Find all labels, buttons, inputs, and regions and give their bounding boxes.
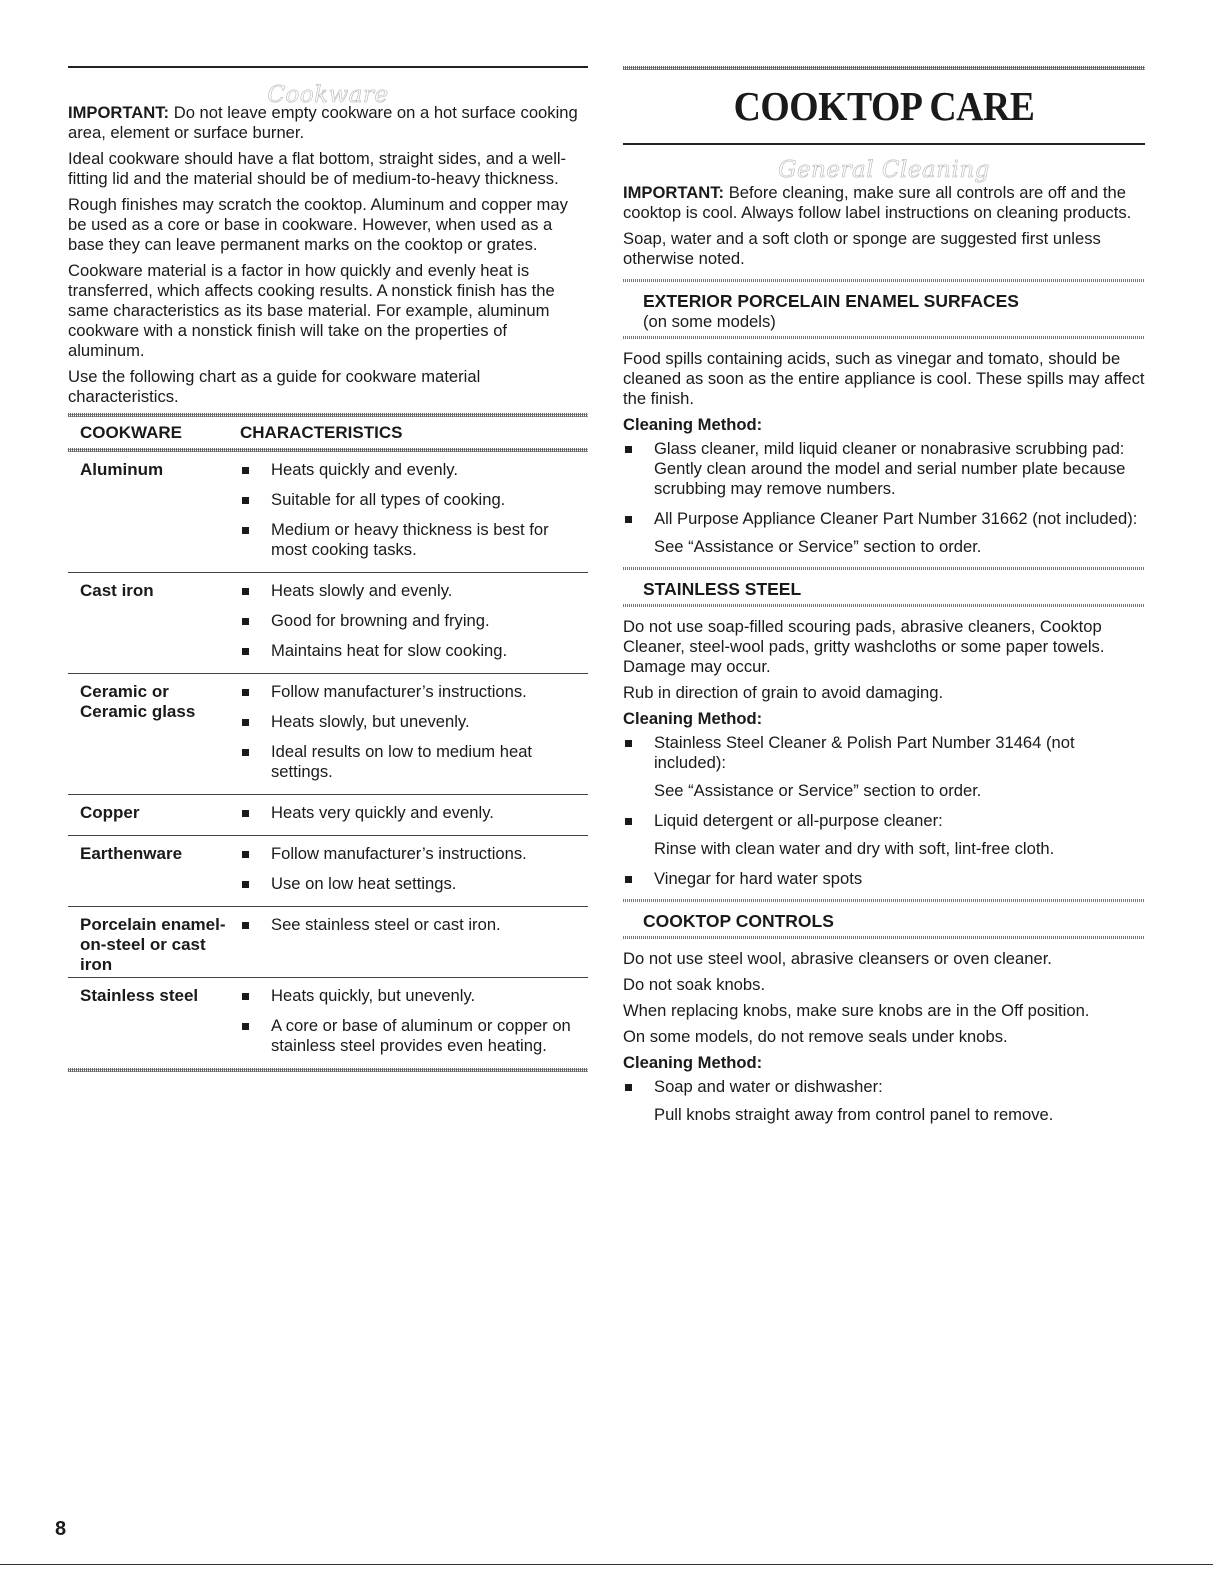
porcelain-section-header	[623, 282, 1145, 336]
list-item: Good for browning and frying.	[240, 611, 588, 631]
section-heading: STAINLESS STEEL	[643, 579, 802, 599]
list-item: Heats very quickly and evenly.	[240, 803, 588, 823]
cookware-title: Cookware	[267, 82, 389, 108]
important-paragraph: IMPORTANT: Do not leave empty cookware on a hot surface cooking area, element or surface burner.	[68, 103, 578, 142]
paragraph: Cookware material is a factor in how quickly and evenly heat is transferred, which affects cooking results. A nonstick finish has the same characteristics as its base material. For example, aluminum cookware with a nonstick finish will take on the properties of aluminum.	[68, 261, 555, 360]
table-row	[68, 907, 588, 978]
paragraph: Use the following chart as a guide for cookware material characteristics.	[68, 367, 481, 406]
list-note: See “Assistance or Service” section to order.	[654, 781, 982, 800]
paragraph: Ideal cookware should have a flat bottom, straight sides, and a well-fitting lid and the material should be of medium-to-heavy thickness.	[68, 149, 567, 188]
row-name: Stainless steel	[80, 986, 199, 1005]
paragraph: Do not use soap-filled scouring pads, abrasive cleaners, Cooktop Cleaner, steel-wool pads, gritty washcloths or some paper towels. Damage may occur.	[623, 617, 1105, 676]
controls-section-header	[623, 902, 1145, 936]
controls-section-body	[623, 949, 1145, 1125]
section-divider	[623, 604, 1145, 607]
row-name: Earthenware	[80, 844, 183, 863]
section-divider	[623, 936, 1145, 939]
paragraph: On some models, do not remove seals under knobs.	[623, 1027, 1008, 1046]
table-row	[68, 795, 588, 836]
list-item: Heats slowly and evenly.	[240, 581, 588, 601]
title-rule	[623, 143, 1145, 145]
paragraph: Soap, water and a soft cloth or sponge are suggested first unless otherwise noted.	[623, 229, 1101, 268]
row-name: Porcelain enamel-on-steel or cast iron	[80, 915, 226, 974]
page-number: 8	[55, 1518, 67, 1540]
list-item: Suitable for all types of cooking.	[240, 490, 588, 510]
important-paragraph: IMPORTANT: Before cleaning, make sure all controls are off and the cooktop is cool. Always follow label instructions on cleaning products.	[623, 183, 1132, 222]
table-row	[68, 978, 588, 1068]
porcelain-section-body	[623, 349, 1145, 557]
table-header	[68, 417, 588, 448]
paragraph: Do not soak knobs.	[623, 975, 766, 994]
section-subheading: (on some models)	[643, 312, 776, 331]
row-name: Aluminum	[80, 460, 164, 479]
list-item: Heats quickly, but unevenly.	[240, 986, 588, 1006]
row-name: Copper	[80, 803, 140, 822]
table-row	[68, 836, 588, 907]
list-item: See stainless steel or cast iron.	[240, 915, 588, 935]
stainless-section-header	[623, 570, 1145, 604]
header-characteristics: CHARACTERISTICS	[240, 423, 403, 442]
top-rule	[68, 66, 588, 68]
list-item: Heats slowly, but unevenly.	[240, 712, 588, 732]
cookware-table	[68, 413, 588, 1072]
list-item: Follow manufacturer’s instructions.	[240, 844, 588, 864]
table-row	[68, 573, 588, 674]
table-bottom-border	[68, 1068, 588, 1072]
cookware-intro	[68, 103, 588, 407]
paragraph: Do not use steel wool, abrasive cleansers or oven cleaner.	[623, 949, 1052, 968]
cookware-column	[68, 0, 588, 1072]
row-name: Cast iron	[80, 581, 154, 600]
list-item: Heats quickly and evenly.	[240, 460, 588, 480]
section-divider	[623, 336, 1145, 339]
table-row	[68, 674, 588, 795]
cleaning-method-label: Cleaning Method:	[623, 415, 763, 434]
list-item: Glass cleaner, mild liquid cleaner or nonabrasive scrubbing pad: Gently clean around the model and serial number plate because scrubbing may remove numbers.	[623, 439, 1145, 499]
list-item: All Purpose Appliance Cleaner Part Number 31662 (not included):	[623, 509, 1145, 529]
bottom-rule	[0, 1564, 1213, 1565]
list-item: Medium or heavy thickness is best for most cooking tasks.	[240, 520, 588, 560]
row-name: Ceramic or Ceramic glass	[80, 682, 196, 721]
paragraph: Food spills containing acids, such as vinegar and tomato, should be cleaned as soon as the entire appliance is cool. These spills may affect the finish.	[623, 349, 1145, 408]
general-cleaning-title: General Cleaning	[778, 157, 990, 183]
list-item: Stainless Steel Cleaner & Polish Part Number 31464 (not included):	[623, 733, 1145, 773]
header-cookware: COOKWARE	[80, 423, 182, 442]
cooktop-care-column	[623, 0, 1145, 1135]
list-item: A core or base of aluminum or copper on stainless steel provides even heating.	[240, 1016, 588, 1056]
paragraph: Rough finishes may scratch the cooktop. Aluminum and copper may be used as a core or base in cookware. However, when used as a base they can leave permanent marks on the cooktop or grates.	[68, 195, 568, 254]
table-row	[68, 452, 588, 573]
list-item: Follow manufacturer’s instructions.	[240, 682, 588, 702]
page-title: COOKTOP CARE	[733, 83, 1035, 129]
list-note: Pull knobs straight away from control panel to remove.	[654, 1105, 1054, 1124]
cleaning-method-label: Cleaning Method:	[623, 709, 763, 728]
section-heading: COOKTOP CONTROLS	[643, 911, 834, 931]
list-item: Liquid detergent or all-purpose cleaner:	[623, 811, 1145, 831]
paragraph: Rub in direction of grain to avoid damaging.	[623, 683, 944, 702]
paragraph: When replacing knobs, make sure knobs are in the Off position.	[623, 1001, 1090, 1020]
section-heading: EXTERIOR PORCELAIN ENAMEL SURFACES	[643, 291, 1019, 311]
list-note: See “Assistance or Service” section to order.	[654, 537, 982, 556]
list-item: Use on low heat settings.	[240, 874, 588, 894]
general-intro	[623, 183, 1145, 269]
list-item: Ideal results on low to medium heat settings.	[240, 742, 588, 782]
list-item: Soap and water or dishwasher:	[623, 1077, 1145, 1097]
list-item: Vinegar for hard water spots	[623, 869, 1145, 889]
stainless-section-body	[623, 617, 1145, 889]
list-note: Rinse with clean water and dry with soft, lint-free cloth.	[654, 839, 1055, 858]
cleaning-method-label: Cleaning Method:	[623, 1053, 763, 1072]
list-item: Maintains heat for slow cooking.	[240, 641, 588, 661]
top-dotted-rule	[623, 66, 1145, 70]
